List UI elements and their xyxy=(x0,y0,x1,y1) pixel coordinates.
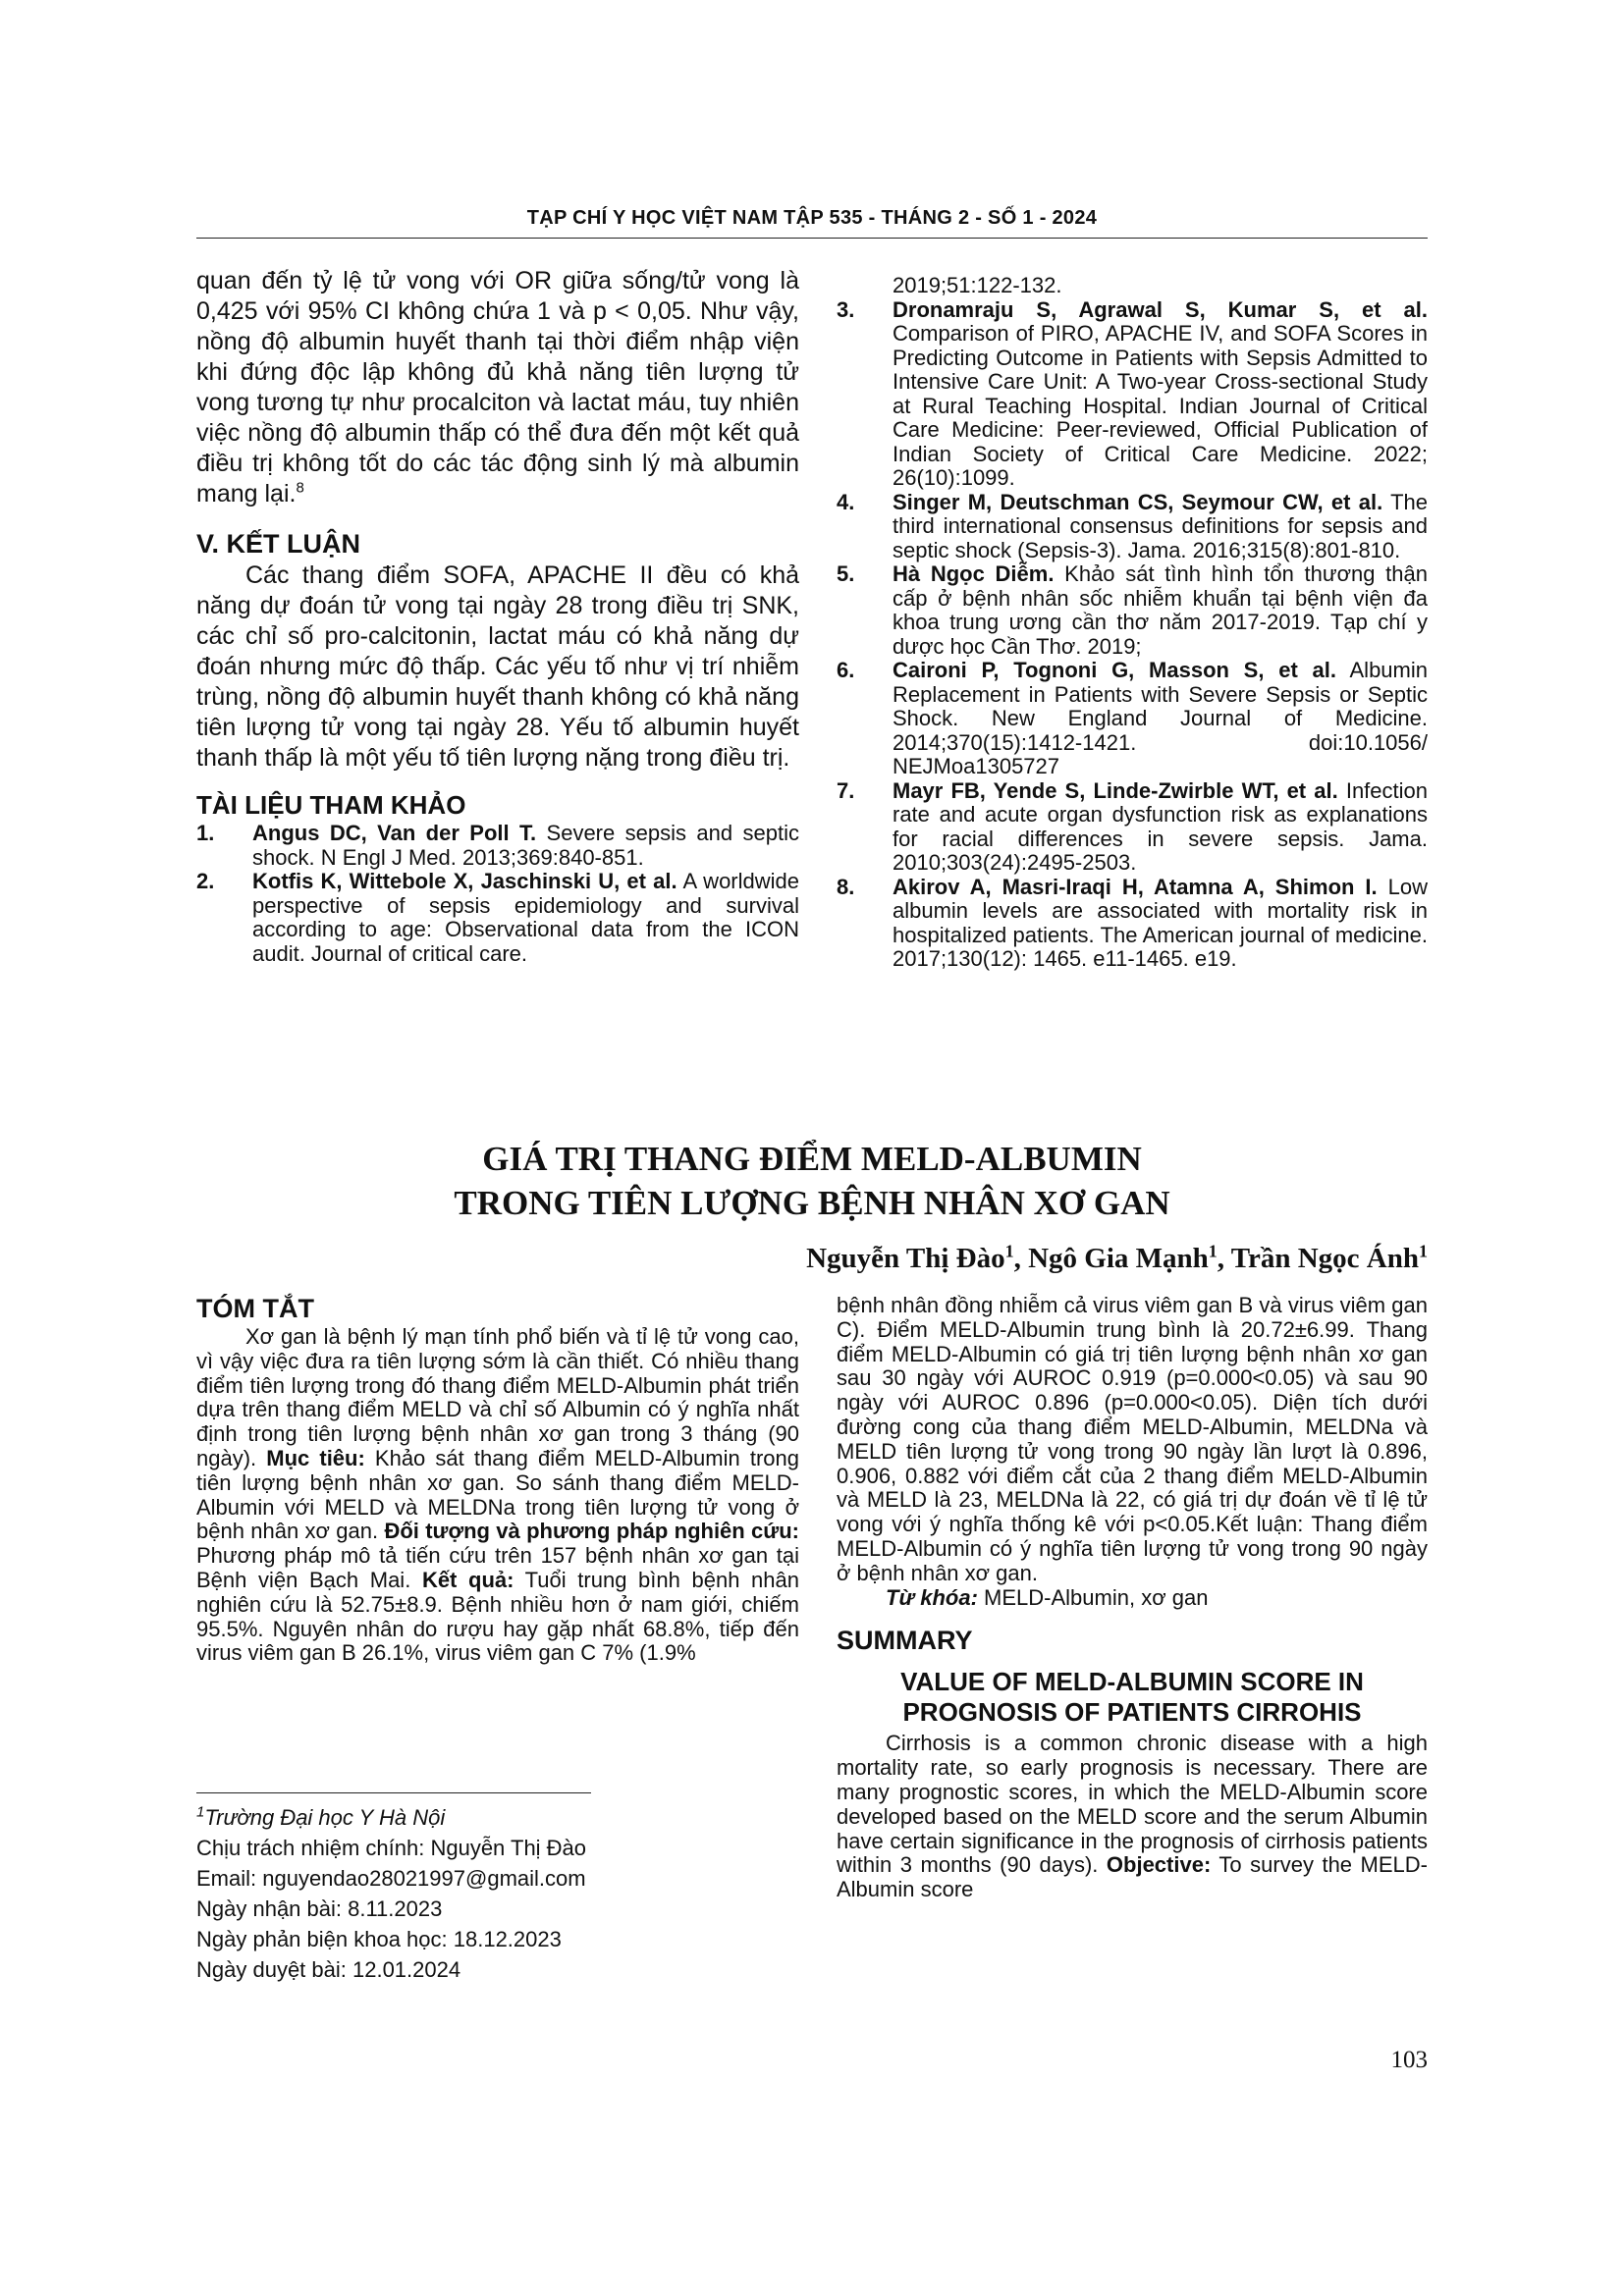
header-rule xyxy=(196,238,1428,239)
reference-authors: Singer M, Deutschman CS, Seymour CW, et al. xyxy=(893,489,1383,514)
reference-text: A worldwide perspective of sepsis epidemiology and survival according to age: Observational data from the ICON audit. Journal of critical care. xyxy=(252,869,800,966)
footnotes xyxy=(196,1802,586,1985)
keywords xyxy=(837,1586,1428,1611)
reference-text: Infection rate and acute organ dysfunction risk as explanations for racial differences in severe sepsis. Jama. 2010;303(24):2495-2503. xyxy=(893,777,1429,875)
prev-article-right-column xyxy=(837,274,1428,972)
reference-text: Albumin Replacement in Patients with Severe Sepsis or Septic Shock. New England Journal of Medicine. 2014;370(15):1412-1421. doi:10.1056/ NEJMoa1305727 xyxy=(893,658,1428,778)
conclusion-heading: V. KẾT LUẬN xyxy=(196,529,361,559)
corresponding-author: Chịu trách nhiệm chính: Nguyễn Thị Đào xyxy=(196,1836,587,1860)
reference-authors: Dronamraju S, Agrawal S, Kumar S, et al. xyxy=(893,296,1428,322)
affiliation-mark: 1 xyxy=(196,1803,205,1821)
article-title-line: GIÁ TRỊ THANG ĐIỂM MELD-ALBUMIN xyxy=(482,1140,1142,1178)
reference-authors: Kotfis K, Wittebole X, Jaschinski U, et al. xyxy=(252,869,677,893)
reference-item xyxy=(837,659,1428,779)
reference-authors: Hà Ngọc Diễm. xyxy=(893,561,1055,586)
methods-label: Đối tượng và phương pháp nghiên cứu: xyxy=(384,1519,799,1544)
review-date: Ngày phản biện khoa học: 18.12.2023 xyxy=(196,1927,562,1951)
conclusion-paragraph: Các thang điểm SOFA, APACHE II đều có khả năng dự đoán tử vong tại ngày 28 trong điều trị SNK, các chỉ số pro-calcitonin, lactat máu có khả năng dự đoán nhưng mức độ thấp. Các yếu tố như vị trí nhiễm trùng, nồng độ albumin huyết thanh không có khả năng tiên lượng tử vong tại ngày 28. Yếu tố albumin huyết thanh thấp là một yếu tố tiên lượng nặng trong điều trị. xyxy=(196,561,799,772)
reference-continuation: 2019;51:122-132. xyxy=(893,273,1062,297)
abstract-heading: TÓM TẮT xyxy=(196,1294,314,1323)
reference-number: 7. xyxy=(837,777,855,803)
reference-number: 8. xyxy=(837,874,855,899)
reference-text: Khảo sát tình hình tổn thương thận cấp ở bệnh nhân sốc nhiễm khuẩn tại bệnh viện đa khoa trung ương cần thơ năm 2017-2019. Tạp chí y dược học Cần Thơ. 2019; xyxy=(893,561,1428,659)
results-label: Kết quả: xyxy=(421,1567,514,1592)
abstract-paragraph xyxy=(196,1325,799,1666)
keywords-text: MELD-Albumin, xơ gan xyxy=(977,1584,1209,1610)
reference-number: 3. xyxy=(837,296,855,322)
reference-authors: Caironi P, Tognoni G, Masson S, et al. xyxy=(893,658,1336,682)
reference-number: 2. xyxy=(196,869,215,893)
reference-authors: Mayr FB, Yende S, Linde-Zwirble WT, et al. xyxy=(893,777,1338,803)
discussion-text: quan đến tỷ lệ tử vong với OR giữa sống/tử vong là 0,425 với 95% CI không chứa 1 và p < 0,05. Như vậy, nồng độ albumin huyết thanh tại thời điểm nhập viện khi đứng độc lập không đủ khả năng tiên lượng tử vong tương tự như procalciton và lactat máu, tuy nhiên việc nồng độ albumin thấp có thể đưa đến một kết quả điều trị không tốt do các tác động sinh lý mà albumin mang lại. xyxy=(196,267,799,507)
affiliation xyxy=(196,1802,586,1833)
abstract-intro: Xơ gan là bệnh lý mạn tính phổ biến và tỉ lệ tử vong cao, vì vậy việc đưa ra tiên lượng sớm là cần thiết. Có nhiều thang điểm tiên lượng trong đó thang điểm MELD-Albumin phát triển dựa trên thang điểm MELD và chỉ số Albumin có ý nghĩa nhất định trong tiên lượng bệnh nhân xơ gan trong 3 tháng (90 ngày). xyxy=(196,1324,799,1470)
reference-number: 5. xyxy=(837,561,855,586)
summary-objective-text: To survey the MELD-Albumin score xyxy=(837,1852,1428,1902)
received-date: Ngày nhận bài: 8.11.2023 xyxy=(196,1896,443,1921)
summary-heading: SUMMARY xyxy=(837,1626,973,1656)
reference-item xyxy=(837,779,1428,876)
author-name: Ngô Gia Mạnh xyxy=(1028,1243,1209,1274)
reference-item xyxy=(837,491,1428,563)
article-title xyxy=(196,1137,1428,1225)
reference-item xyxy=(837,876,1428,972)
author-affiliation-mark: 1 xyxy=(1208,1241,1218,1261)
page-number: 103 xyxy=(1390,2047,1428,2073)
reference-authors: Angus DC, Van der Poll T. xyxy=(252,821,537,845)
summary-paragraph xyxy=(837,1732,1428,1902)
author-list: Nguyễn Thị Đào$^1$, Ngô Gia Mạnh$^1$, Trần Ngọc Ánh$^1$ xyxy=(806,1241,1428,1274)
methods-text: Phương pháp mô tả tiến cứu trên 157 bệnh nhân xơ gan tại Bệnh viện Bạch Mai. xyxy=(196,1543,799,1592)
reference-item xyxy=(196,822,799,870)
discussion-paragraph xyxy=(196,266,799,509)
summary-objective-label: Objective: xyxy=(1106,1852,1212,1878)
objective-text: Khảo sát thang điểm MELD-Albumin trong tiên lượng bệnh nhân xơ gan. So sánh thang điểm MELD-Albumin với MELD và MELDNa trong tiên lượng tử vong ở bệnh nhân xơ gan. xyxy=(196,1445,799,1544)
results-text: Tuổi trung bình bệnh nhân nghiên cứu là 52.75±8.9. Bệnh nhiều hơn ở nam giới, chiếm 95.5%. Nguyên nhân do rượu hay gặp nhất 68.8%, tiếp đến virus viêm gan B 26.1%, virus viêm gan C 7% (1.9% xyxy=(196,1567,799,1666)
reference-item xyxy=(837,298,1428,491)
reference-text: Severe sepsis and septic shock. N Engl J Med. 2013;369:840-851. xyxy=(252,821,799,870)
email: Email: nguyendao28021997@gmail.com xyxy=(196,1866,586,1891)
author-affiliation-mark: 1 xyxy=(1419,1241,1428,1261)
summary-text: Cirrhosis is a common chronic disease with a high mortality rate, so early prognosis is necessary. There are many prognostic scores, in which the MELD-Albumin score developed based on the MELD score and the serum Albumin have certain significance in the prognosis of cirrhosis patients within 3 months (90 days). xyxy=(837,1731,1428,1878)
reference-item xyxy=(196,870,799,966)
reference-number: 6. xyxy=(837,658,855,682)
author-name: Trần Ngọc Ánh xyxy=(1230,1243,1419,1274)
affiliation-text: Trường Đại học Y Hà Nội xyxy=(204,1805,446,1830)
article-title-line: TRONG TIÊN LƯỢNG BỆNH NHÂN XƠ GAN xyxy=(454,1184,1170,1222)
reference-text: Comparison of PIRO, APACHE IV, and SOFA Scores in Predicting Outcome in Patients with Sepsis Admitted to Intensive Care Unit: A Two-year Cross-sectional Study at Rural Teaching Hospital. Indian Journal of Critical Care Medicine: Peer-reviewed, Official Publication of Indian Society of Critical Care Medicine. 2022; 26(10):1099. xyxy=(893,321,1428,490)
reference-authors: Akirov A, Masri-Iraqi H, Atamna A, Shimon I. xyxy=(893,874,1378,899)
author-name: Nguyễn Thị Đào xyxy=(806,1243,1005,1274)
reference-text: Low albumin levels are associated with mortality risk in hospitalized patients. The American journal of medicine. 2017;130(12): 1465. e11-1465. e19. xyxy=(893,874,1428,971)
author-affiliation-mark: 1 xyxy=(1004,1241,1014,1261)
reference-number: 4. xyxy=(837,489,855,514)
keywords-label: Từ khóa: xyxy=(886,1584,978,1610)
prev-article-left-column xyxy=(196,266,799,966)
discussion-citation: 8 xyxy=(296,479,304,497)
summary-title xyxy=(837,1667,1428,1728)
reference-text: The third international consensus definitions for sepsis and septic shock (Sepsis-3). Jama. 2016;315(8):801-810. xyxy=(893,489,1429,562)
abstract-continuation: bệnh nhân đồng nhiễm cả virus viêm gan B và virus viêm gan C). Điểm MELD-Albumin trung bình là 20.72±6.99. Thang điểm MELD-Albumin có giá trị tiên lượng bệnh nhân xơ gan sau 30 ngày với AUROC 0.919 (p=0.000<0.05) và sau 90 ngày với AUROC 0.896 (p=0.000<0.05). Diện tích dưới đường cong của thang điểm MELD-Albumin, MELDNa và MELD tiên lượng tử vong trong 90 ngày lần lượt là 0.896, 0.906, 0.882 với điểm cắt của 2 thang điểm MELD-Albumin và MELD là 23, MELDNa là 22, có giá trị dự đoán về tỉ lệ tử vong với ý nghĩa thống kê với p<0.05.Kết luận: Thang điểm MELD-Albumin có ý nghĩa tiên lượng tử vong trong 90 ngày ở bệnh nhân xơ gan. xyxy=(837,1293,1428,1585)
accepted-date: Ngày duyệt bài: 12.01.2024 xyxy=(196,1957,461,1982)
running-title: TẠP CHÍ Y HỌC VIỆT NAM TẬP 535 - THÁNG 2 - SỐ 1 - 2024 xyxy=(526,207,1098,229)
objective-label: Mục tiêu: xyxy=(266,1445,365,1470)
reference-number: 1. xyxy=(196,821,215,845)
abstract-right-column xyxy=(837,1294,1428,1902)
references-heading: TÀI LIỆU THAM KHẢO xyxy=(196,790,466,820)
summary-title-line: VALUE OF MELD-ALBUMIN SCORE IN xyxy=(900,1667,1364,1697)
footnote-rule xyxy=(196,1792,591,1793)
abstract-left-column xyxy=(196,1292,799,1666)
reference-item xyxy=(837,562,1428,659)
summary-title-line: PROGNOSIS OF PATIENTS CIRROHIS xyxy=(902,1697,1362,1728)
